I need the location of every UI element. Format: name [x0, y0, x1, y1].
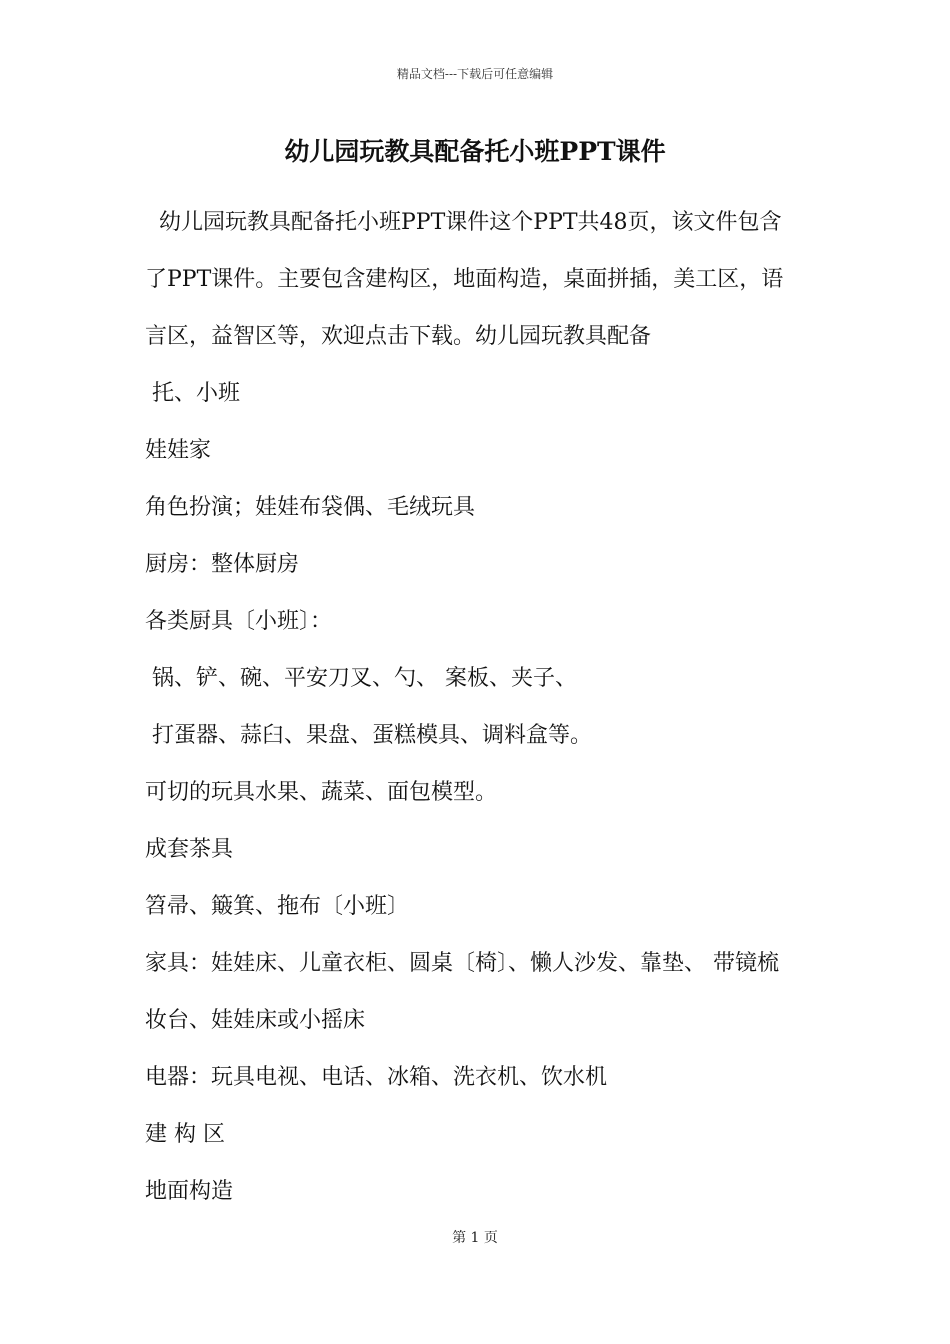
body-line: 厨房：整体厨房	[145, 552, 300, 577]
body-line: 托、小班	[145, 381, 240, 406]
body-line: 锅、铲、碗、平安刀叉、勺、 案板、夹子、	[145, 666, 577, 691]
body-line: 笤帚、簸箕、拖布〔小班〕	[145, 894, 410, 919]
body-line: 成套茶具	[145, 837, 234, 862]
body-line: 电器：玩具电视、电话、冰箱、洗衣机、饮水机	[145, 1065, 608, 1090]
body-line: 角色扮演；娃娃布袋偶、毛绒玩具	[145, 495, 476, 520]
body-line: 家具：娃娃床、儿童衣柜、圆桌〔椅〕、懒人沙发、靠垫、 带镜梳	[145, 951, 779, 976]
body-line: 了PPT课件。主要包含建构区，地面构造，桌面拼插，美工区，语	[145, 267, 784, 292]
body-line: 建 构 区	[145, 1122, 225, 1147]
body-line: 各类厨具〔小班〕：	[145, 609, 333, 634]
body-line: 娃娃家	[145, 438, 212, 463]
page-number: 第 1 页	[452, 1230, 498, 1246]
document-body	[145, 203, 815, 1229]
body-line: 言区，益智区等，欢迎点击下载。幼儿园玩教具配备	[145, 324, 652, 349]
body-line: 打蛋器、蒜臼、果盘、蛋糕模具、调料盒等。	[145, 723, 592, 748]
body-line: 可切的玩具水果、蔬菜、面包模型。	[145, 780, 498, 805]
document-title: 幼儿园玩教具配备托小班PPT课件	[284, 137, 666, 166]
body-line: 幼儿园玩教具配备托小班PPT课件这个PPT共48页，该文件包含	[145, 210, 782, 235]
body-line: 地面构造	[145, 1179, 234, 1204]
page-header: 精品文档---下载后可任意编辑	[396, 67, 554, 81]
body-line: 妆台、娃娃床或小摇床	[145, 1008, 366, 1033]
